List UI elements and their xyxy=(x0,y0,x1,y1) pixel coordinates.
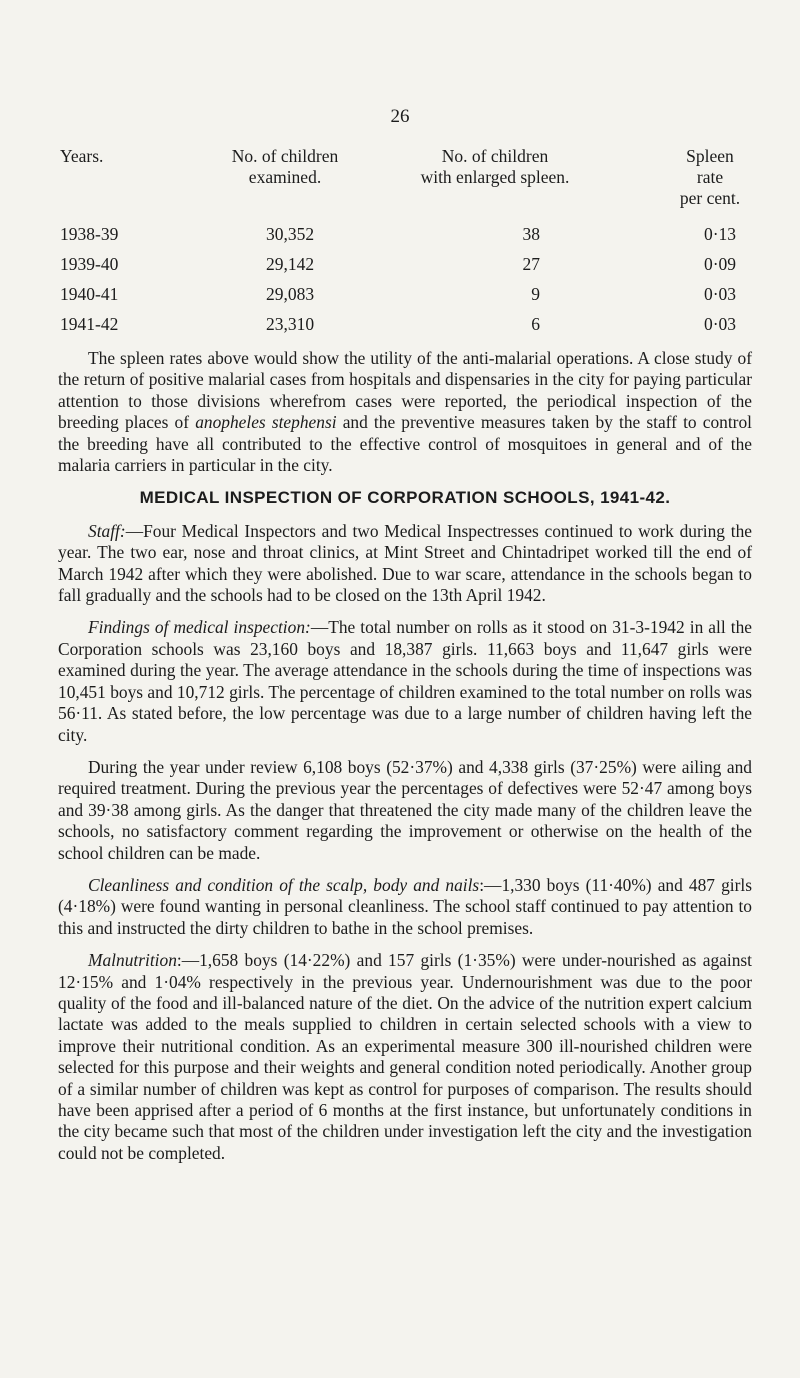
cell-enlarged: 27 xyxy=(522,254,540,274)
cell-enlarged: 6 xyxy=(531,314,540,334)
section-title: MEDICAL INSPECTION OF CORPORATION SCHOOLS, 1941-42. xyxy=(139,488,671,508)
cell-examined: 29,083 xyxy=(265,284,315,304)
page-number: 26 xyxy=(390,106,410,127)
table-row xyxy=(60,224,750,254)
staff-label: Staff: xyxy=(88,520,126,541)
table-body xyxy=(60,224,750,344)
malnutrition-label: Malnutrition xyxy=(88,950,177,971)
cell-year: 1938-39 xyxy=(60,224,119,244)
findings-paragraph: Findings of medical inspection:—The total number on rolls as it stood on 31-3-1942 in all the Corporation schools was 23,160 boys and 18,387 girls. 11,663 boys and 11,647 girls were examined during the year. The average attendance in the schools during the time of inspections was 10,451 boys and 10,712 girls. The percentage of children examined to the total number on rolls was 56·11. As stated before, the low percentage was due to a large number of children having left the city. xyxy=(58,617,752,745)
cell-rate: 0·09 xyxy=(703,254,737,274)
cell-examined: 29,142 xyxy=(265,254,315,274)
header-enlarged-spleen: No. of children with enlarged spleen. xyxy=(420,146,570,187)
review-paragraph: During the year under review 6,108 boys (52·37%) and 4,338 girls (37·25%) were ailing and required treatment. During the previous year the percentages of defectives were 52·47 among boys and 39·38 among girls. As the danger that threatened the city made many of the children leave the schools, no satisfactory comment regarding the improvement or otherwise on the health of the school children can be made. xyxy=(58,756,752,863)
spleen-paragraph: The spleen rates above would show the utility of the anti-malarial operations. A close study of the return of positive malarial cases from hospitals and dispensaries in the city for paying particular attention to those divisions wherefrom cases were reported, the periodical inspection of the breeding places of anopheles stephensi and the preventive measures taken by the staff to control the breeding have all contributed to the effective control of mosquitoes in general and of the malaria carriers in particular in the city. xyxy=(58,348,752,476)
cell-year: 1941-42 xyxy=(60,314,119,334)
staff-paragraph: Staff:—Four Medical Inspectors and two Medical Inspectresses continued to work during the year. The two ear, nose and throat clinics, at Mint Street and Chintadripet worked till the end of March 1942 after which they were abolished. Due to war scare, attendance in the schools began to fall gradually and the schools had to be closed on the 13th April 1942. xyxy=(58,520,752,606)
cell-examined: 23,310 xyxy=(265,314,315,334)
header-spleen-rate: Spleen rate per cent. xyxy=(679,146,741,208)
cell-enlarged: 9 xyxy=(531,284,540,304)
cell-year: 1940-41 xyxy=(60,284,119,304)
findings-label: Findings of medical inspection: xyxy=(88,617,311,638)
report-body xyxy=(58,348,752,1175)
table-row xyxy=(60,314,750,344)
header-years: Years. xyxy=(60,146,104,166)
table-row xyxy=(60,254,750,284)
cleanliness-paragraph: Cleanliness and condition of the scalp, body and nails:—1,330 boys (11·40%) and 487 girls (4·18%) were found wanting in personal cleanliness. The school staff continued to pay attention to this and instructed the dirty children to bathe in the school premises. xyxy=(58,874,752,938)
cleanliness-label: Cleanliness and condition of the scalp, body and nails xyxy=(88,874,480,895)
cell-rate: 0·13 xyxy=(703,224,737,244)
header-children-examined: No. of children examined. xyxy=(231,146,339,187)
species-name: anopheles stephensi xyxy=(195,412,337,433)
cell-rate: 0·03 xyxy=(703,284,737,304)
cell-examined: 30,352 xyxy=(265,224,315,244)
malnutrition-paragraph: Malnutrition:—1,658 boys (14·22%) and 157 girls (1·35%) were under-nourished as against 12·15% and 1·04% respectively in the previous year. Undernourishment was due to the poor quality of the food and ill-balanced nature of the diet. On the advice of the nutrition expert calcium lactate was added to the meals supplied to children in certain selected schools with a view to improve their nutritional condition. As an experimental measure 300 ill-nourished children were selected for this purpose and their weights and general condition noted periodically. Another group of a similar number of children was kept as control for purposes of comparison. The results should have been apprised after a period of 6 months at the first instance, but unfortunately conditions in the city became such that most of the children under investigation left the city and the investigation could not be completed. xyxy=(58,950,752,1163)
cell-year: 1939-40 xyxy=(60,254,119,274)
cell-rate: 0·03 xyxy=(703,314,737,334)
table-row xyxy=(60,284,750,314)
cell-enlarged: 38 xyxy=(522,224,540,244)
